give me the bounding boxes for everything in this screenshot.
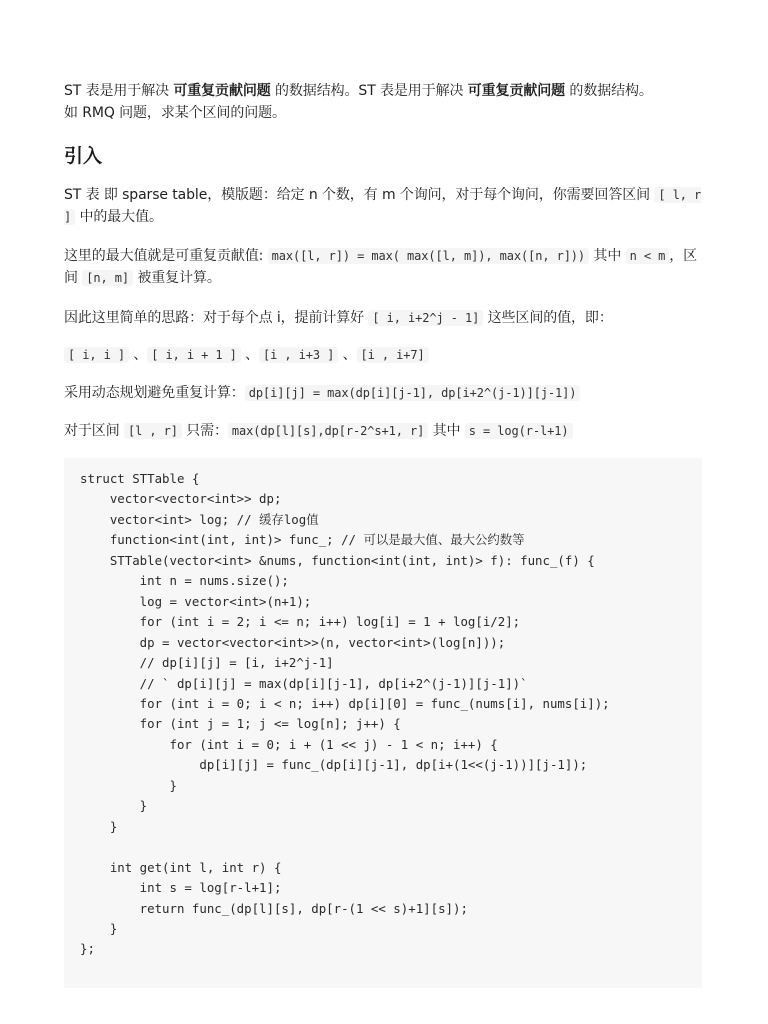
text: ST 表是用于解决 [64,83,174,99]
inline-code: n < m [626,248,670,264]
inline-code: max([l, r]) = max( max([l, m]), max([n, r])) [268,248,589,264]
text: 这些区间的值，即： [483,310,613,326]
intervals-paragraph [64,344,429,366]
text: ，区间 [64,248,698,286]
text: 对于区间 [64,423,124,439]
inline-code: [ i, i ] [64,347,129,363]
intro-paragraph [64,80,653,124]
text: 采用动态规划避免重复计算： [64,385,245,401]
inline-code: [i , i+7] [357,347,429,363]
text: 、 [129,347,148,363]
inline-code: [i , i+3 ] [259,347,338,363]
inline-code: max(dp[l][s],dp[r-2^s+1, r] [228,423,428,439]
idea-paragraph [64,307,613,329]
inline-code: [n, m] [82,270,133,286]
text: 这里的最大值就是可重复贡献值: [64,248,268,264]
problem-paragraph [64,184,704,228]
text: 被重复计算。 [133,270,221,286]
code-block: struct STTable { vector<vector<int>> dp; vector<int> log; // 缓存log值 function<int(int, int)> func_; // 可以是最大值、最大公约数等 STTable(vector<int> &nums, function<int(int, int)> f): func_(f) { int n = nums.size(); log = vector<int>(n+1); for (int i = 2; i <= n; i++) log[i] = 1 + log[i/2]; dp = vector<vector<int>>(n, vector<int>(log[n])); // dp[i][j] = [i, i+2^j-1] // ` dp[i][j] = max(dp[i][j-1], dp[i+2^(j-1)][j-1])` for (int i = 0; i < n; i++) dp[i][0] = func_(nums[i], nums[i]); for (int j = 1; j <= log[n]; j++) { for (int i = 0; i + (1 << j) - 1 < n; i++) { dp[i][j] = func_(dp[i][j-1], dp[i+(1<<(j-1))][j-1]); } } } int get(int l, int r) { int s = log[r-l+1]; return func_(dp[l][s], dp[r-(1 << s)+1][s]); } }; [64,458,702,988]
bold-term: 可重复贡献问题 [467,83,566,99]
text: 的数据结构。 [565,83,653,99]
text: 因此这里简单的思路：对于每个点 i，提前计算好 [64,310,369,326]
section-heading: 引入 [64,145,103,167]
text: 、 [240,347,260,363]
inline-code: [ l, r ] [64,188,702,224]
overlap-paragraph [64,245,704,289]
inline-code: dp[i][j] = max(dp[i][j-1], dp[i+2^(j-1)][j-1]) [245,385,581,401]
text: 中的最大值。 [75,209,163,225]
text: 其中 [428,423,465,439]
text: ST 表 即 sparse table，模版题：给定 n 个数，有 m 个询问，对于每个询问，你需要回答区间 [64,187,655,203]
text: 只需： [181,423,228,439]
inline-code: [ i, i+2^j - 1] [368,310,483,326]
query-paragraph [64,420,573,442]
inline-code: [l , r] [124,423,182,439]
text: 的数据结构。ST 表是用于解决 [270,83,468,99]
text: 如 RMQ 问题，求某个区间的问题。 [64,105,286,121]
inline-code: [ i, i + 1 ] [147,347,241,363]
bold-term: 可重复贡献问题 [173,83,271,99]
text: 、 [338,347,357,363]
inline-code: s = log(r-l+1) [465,423,573,439]
dp-paragraph [64,382,580,404]
text: 其中 [589,248,626,264]
